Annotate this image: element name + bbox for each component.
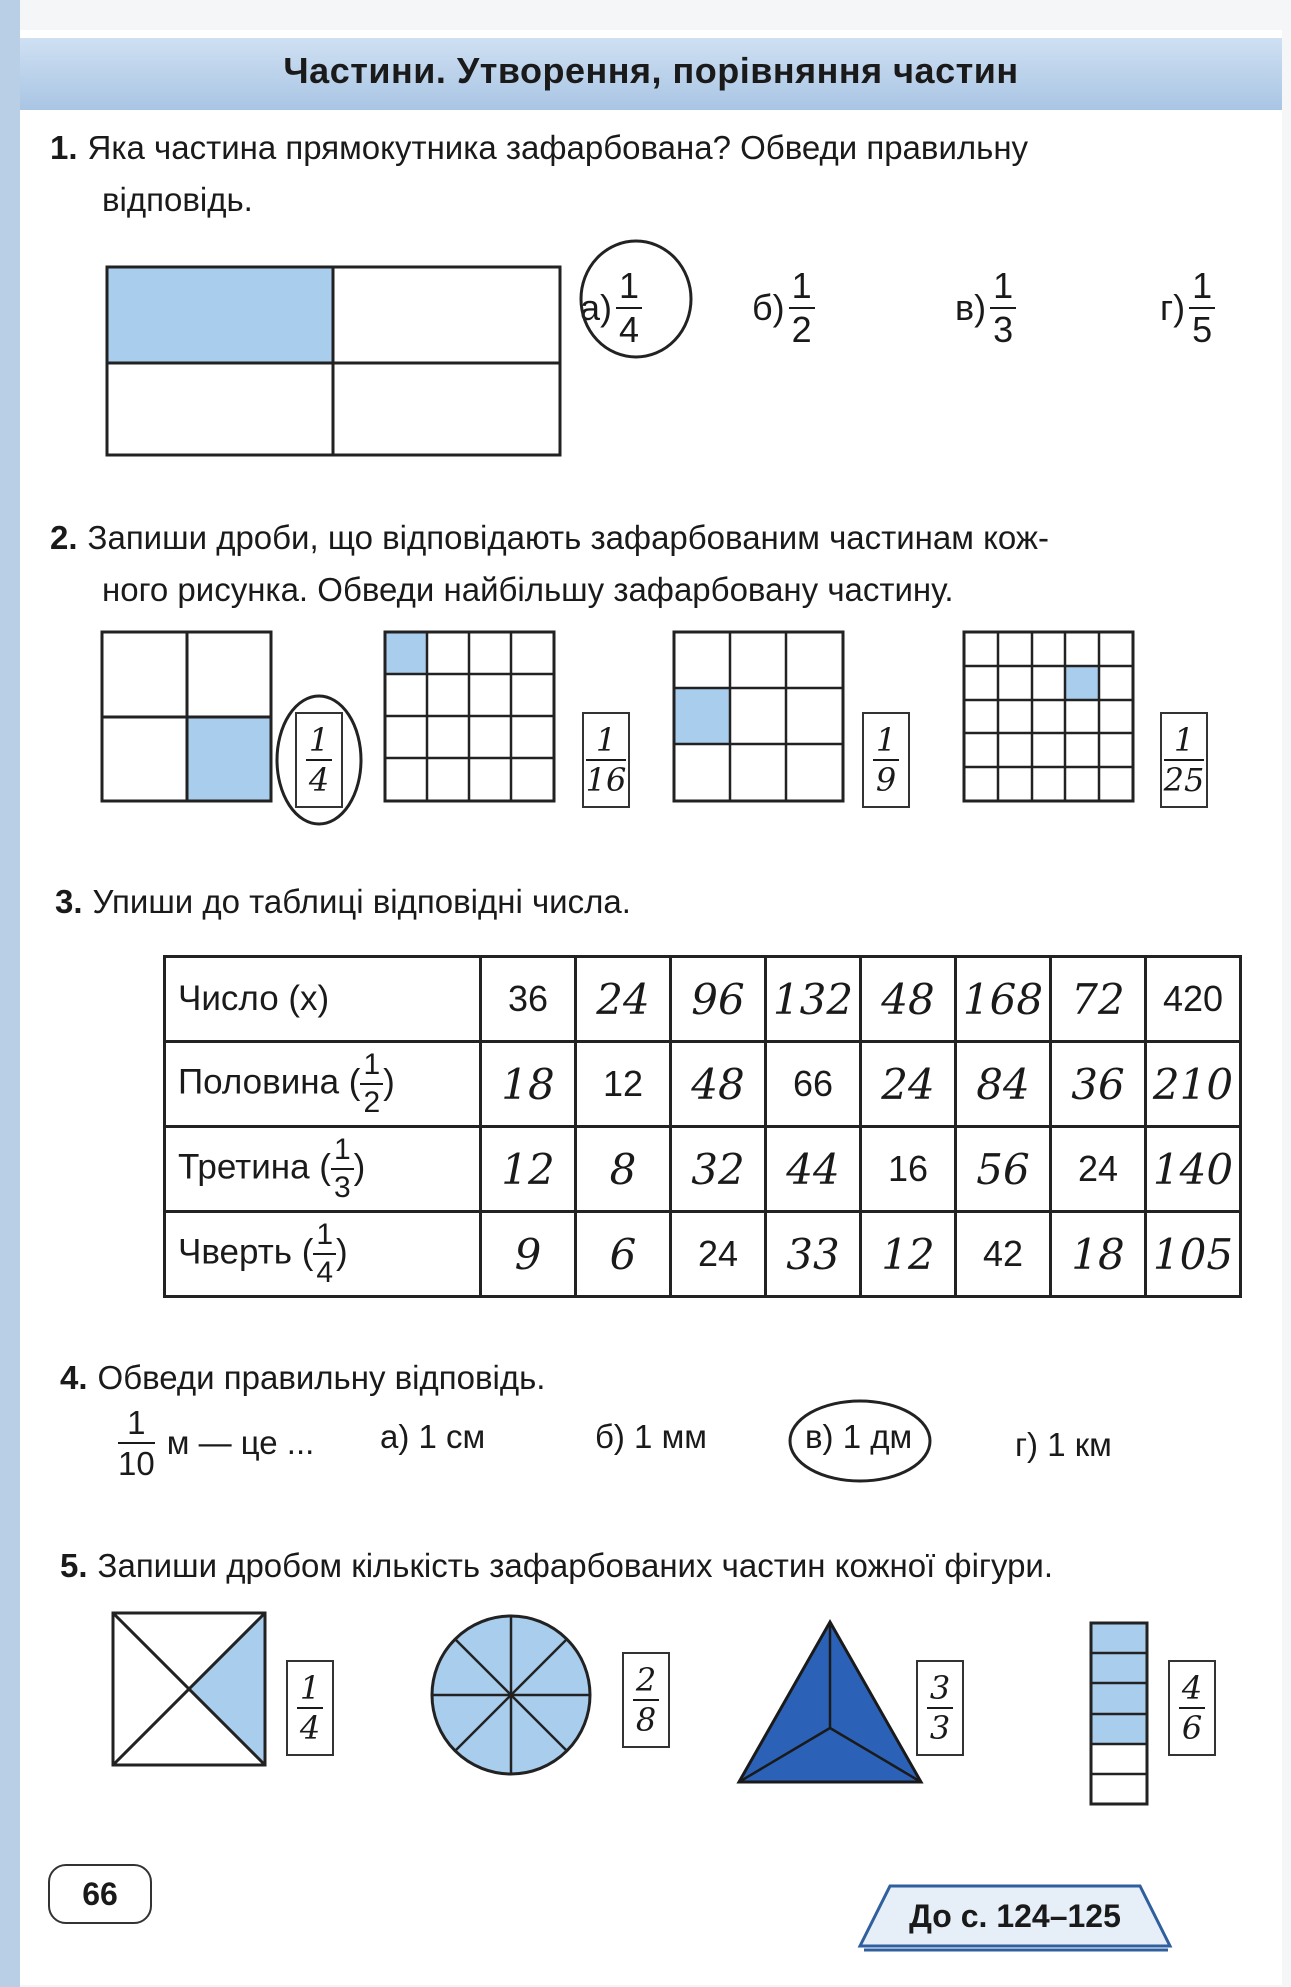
cell[interactable]: 48 bbox=[671, 1042, 766, 1127]
task2-answer-3-den: 9 bbox=[875, 761, 897, 799]
task5-answer-2-den: 8 bbox=[635, 1701, 657, 1739]
task4-option-d[interactable]: г) 1 км bbox=[1015, 1426, 1112, 1463]
task4-frac-den: 10 bbox=[118, 1445, 155, 1482]
task1-answer-circle bbox=[572, 235, 702, 365]
task3-text: Упиши до таблиці відповідні числа. bbox=[92, 883, 631, 920]
cell[interactable]: 168 bbox=[956, 957, 1051, 1042]
cell[interactable]: 18 bbox=[1051, 1212, 1146, 1297]
task2-answer-4 bbox=[1160, 712, 1208, 808]
task3-table bbox=[163, 955, 1242, 1298]
task1-option-d[interactable] bbox=[1160, 265, 1215, 350]
task2-answer-2-den: 16 bbox=[585, 761, 627, 799]
task4-frac-num: 1 bbox=[118, 1406, 155, 1444]
task2-shaded-cell-1 bbox=[187, 717, 271, 801]
cell[interactable]: 12 bbox=[861, 1212, 956, 1297]
row-header-quarter: Чверть ( $\frac{1}{4}$ ) bbox=[165, 1212, 481, 1297]
row-label: Чверть bbox=[178, 1232, 292, 1272]
row-label: Число (x) bbox=[178, 979, 330, 1018]
task1-option-c-den: 3 bbox=[993, 309, 1014, 350]
task4-stem bbox=[118, 1406, 314, 1480]
task1-option-a-label: а) bbox=[580, 287, 613, 328]
task1-text-line1: Яка частина прямокутника зафарбована? Обведи правильну bbox=[87, 129, 1029, 166]
cell[interactable]: 24 bbox=[576, 957, 671, 1042]
task1-option-b-label: б) bbox=[752, 287, 785, 328]
task5-number: 5. bbox=[60, 1547, 88, 1584]
task2-shaded-cell-2 bbox=[385, 632, 427, 674]
task5-answer-4-den: 6 bbox=[1181, 1709, 1203, 1747]
row-frac-den: 3 bbox=[333, 1171, 351, 1204]
task5-triangle-figure bbox=[735, 1618, 925, 1786]
task2-answer-2-num: 1 bbox=[586, 724, 627, 761]
task2-answer-2 bbox=[582, 712, 630, 808]
task2-text-line1: Запиши дроби, що відповідають зафарбованим частинам кож- bbox=[87, 519, 1049, 556]
task2-answer-1-num: 1 bbox=[306, 724, 332, 761]
cell[interactable]: 56 bbox=[956, 1127, 1051, 1212]
task4-option-a[interactable]: а) 1 см bbox=[380, 1418, 486, 1455]
cell[interactable]: 24 bbox=[671, 1212, 766, 1297]
task5-answer-3-num: 3 bbox=[927, 1672, 953, 1709]
task4-answer-circle bbox=[785, 1395, 935, 1487]
task1-option-c[interactable] bbox=[955, 265, 1016, 350]
cell[interactable]: 9 bbox=[481, 1212, 576, 1297]
task2-grid-4x4 bbox=[383, 630, 558, 805]
task2-grid-5x5 bbox=[962, 630, 1137, 805]
task5-shaded-triangle bbox=[189, 1613, 265, 1765]
cell[interactable]: 72 bbox=[1051, 957, 1146, 1042]
row-frac-num: 1 bbox=[331, 1135, 354, 1170]
table-row bbox=[165, 1042, 1241, 1127]
cell[interactable]: 96 bbox=[671, 957, 766, 1042]
task5-answer-2-num: 2 bbox=[633, 1664, 659, 1701]
row-label: Половина bbox=[178, 1062, 340, 1102]
cell[interactable]: 210 bbox=[1146, 1042, 1241, 1127]
row-frac-den: 2 bbox=[363, 1086, 381, 1119]
task1-option-d-den: 5 bbox=[1192, 309, 1213, 350]
table-row bbox=[165, 1127, 1241, 1212]
cell[interactable]: 8 bbox=[576, 1127, 671, 1212]
cell[interactable]: 44 bbox=[766, 1127, 861, 1212]
cell[interactable]: 24 bbox=[1051, 1127, 1146, 1212]
row-label: Третина bbox=[178, 1147, 310, 1187]
title-band bbox=[20, 38, 1282, 110]
cell[interactable]: 16 bbox=[861, 1127, 956, 1212]
cell[interactable]: 33 bbox=[766, 1212, 861, 1297]
task5-answer-1 bbox=[286, 1660, 334, 1756]
task1-option-a-den: 4 bbox=[619, 309, 640, 350]
task4-number: 4. bbox=[60, 1359, 88, 1396]
task2-grid-2x2 bbox=[100, 630, 275, 805]
cell[interactable]: 105 bbox=[1146, 1212, 1241, 1297]
task1-option-b-num: 1 bbox=[789, 268, 815, 309]
task5-text: Запиши дробом кількість зафарбованих частин кожної фігури. bbox=[97, 1547, 1054, 1584]
task4-prompt bbox=[60, 1352, 1260, 1404]
task5-answer-4 bbox=[1168, 1660, 1216, 1756]
page-title: Частини. Утворення, порівняння частин bbox=[283, 50, 1019, 91]
cell[interactable]: 36 bbox=[481, 957, 576, 1042]
task5-square-figure bbox=[110, 1610, 270, 1770]
row-frac-num: 1 bbox=[360, 1050, 383, 1085]
cell[interactable]: 84 bbox=[956, 1042, 1051, 1127]
left-margin-bar bbox=[0, 0, 20, 1987]
row-header-number bbox=[165, 957, 481, 1042]
task2-shaded-cell-3 bbox=[674, 688, 730, 744]
task2-answer-3 bbox=[862, 712, 910, 808]
task4-text: Обведи правильну відповідь. bbox=[97, 1359, 546, 1396]
task4-option-c[interactable]: в) 1 дм bbox=[805, 1418, 913, 1455]
task2-grid-3x3 bbox=[672, 630, 847, 805]
cell[interactable]: 24 bbox=[861, 1042, 956, 1127]
task5-answer-4-num: 4 bbox=[1179, 1672, 1205, 1709]
task5-prompt bbox=[60, 1540, 1280, 1592]
task3-prompt bbox=[55, 876, 1255, 928]
cell[interactable]: 36 bbox=[1051, 1042, 1146, 1127]
task1-option-b-den: 2 bbox=[791, 309, 812, 350]
cell[interactable]: 66 bbox=[766, 1042, 861, 1127]
cell[interactable]: 132 bbox=[766, 957, 861, 1042]
task5-strip-figure bbox=[1088, 1620, 1152, 1808]
task1-option-d-num: 1 bbox=[1189, 268, 1215, 309]
task2-shaded-cell-4 bbox=[1065, 666, 1099, 700]
task1-option-c-num: 1 bbox=[990, 268, 1016, 309]
task5-answer-1-den: 4 bbox=[299, 1709, 321, 1747]
task1-prompt bbox=[50, 122, 1250, 226]
row-header-half: Половина ( $\frac{1}{2}$ ) bbox=[165, 1042, 481, 1127]
cell[interactable]: 18 bbox=[481, 1042, 576, 1127]
cell[interactable]: 32 bbox=[671, 1127, 766, 1212]
task1-option-b[interactable] bbox=[752, 265, 815, 350]
task5-answer-1-num: 1 bbox=[297, 1672, 323, 1709]
task5-circle-figure bbox=[428, 1612, 594, 1778]
cell[interactable]: 48 bbox=[861, 957, 956, 1042]
task4-option-b[interactable]: б) 1 мм bbox=[595, 1418, 707, 1455]
task2-prompt bbox=[50, 512, 1270, 616]
cell[interactable]: 12 bbox=[481, 1127, 576, 1212]
table-row bbox=[165, 957, 1241, 1042]
page-reference bbox=[850, 1880, 1180, 1952]
page-reference-text: До с. 124–125 bbox=[909, 1897, 1121, 1934]
cell[interactable]: 420 bbox=[1146, 957, 1241, 1042]
page-number: 66 bbox=[48, 1864, 152, 1924]
row-frac-num: 1 bbox=[313, 1220, 336, 1255]
cell[interactable]: 42 bbox=[956, 1212, 1051, 1297]
task2-answer-3-num: 1 bbox=[873, 724, 899, 761]
task1-number: 1. bbox=[50, 129, 78, 166]
task4-stem-text: м — це ... bbox=[166, 1424, 315, 1461]
cell[interactable]: 6 bbox=[576, 1212, 671, 1297]
task3-number: 3. bbox=[55, 883, 83, 920]
task5-answer-3 bbox=[916, 1660, 964, 1756]
task1-option-c-label: в) bbox=[955, 287, 987, 328]
task1-rectangle-figure bbox=[105, 265, 565, 460]
task1-text-line2: відповідь. bbox=[102, 181, 253, 218]
cell[interactable]: 140 bbox=[1146, 1127, 1241, 1212]
task2-answer-4-den: 25 bbox=[1163, 761, 1205, 799]
task1-option-a-num: 1 bbox=[616, 268, 642, 309]
task2-text-line2: ного рисунка. Обведи найбільшу зафарбовану частину. bbox=[102, 571, 954, 608]
task5-answer-2 bbox=[622, 1652, 670, 1748]
task5-answer-3-den: 3 bbox=[929, 1709, 951, 1747]
task2-answer-circle bbox=[272, 690, 367, 830]
row-frac-den: 4 bbox=[316, 1256, 334, 1289]
task1-option-d-label: г) bbox=[1160, 287, 1186, 328]
cell[interactable]: 12 bbox=[576, 1042, 671, 1127]
table-row bbox=[165, 1212, 1241, 1297]
row-header-third: Третина ( $\frac{1}{3}$ ) bbox=[165, 1127, 481, 1212]
task2-number: 2. bbox=[50, 519, 78, 556]
task2-answer-1-den: 4 bbox=[308, 761, 330, 799]
task1-shaded-quarter bbox=[107, 267, 333, 363]
task2-answer-4-num: 1 bbox=[1164, 724, 1205, 761]
